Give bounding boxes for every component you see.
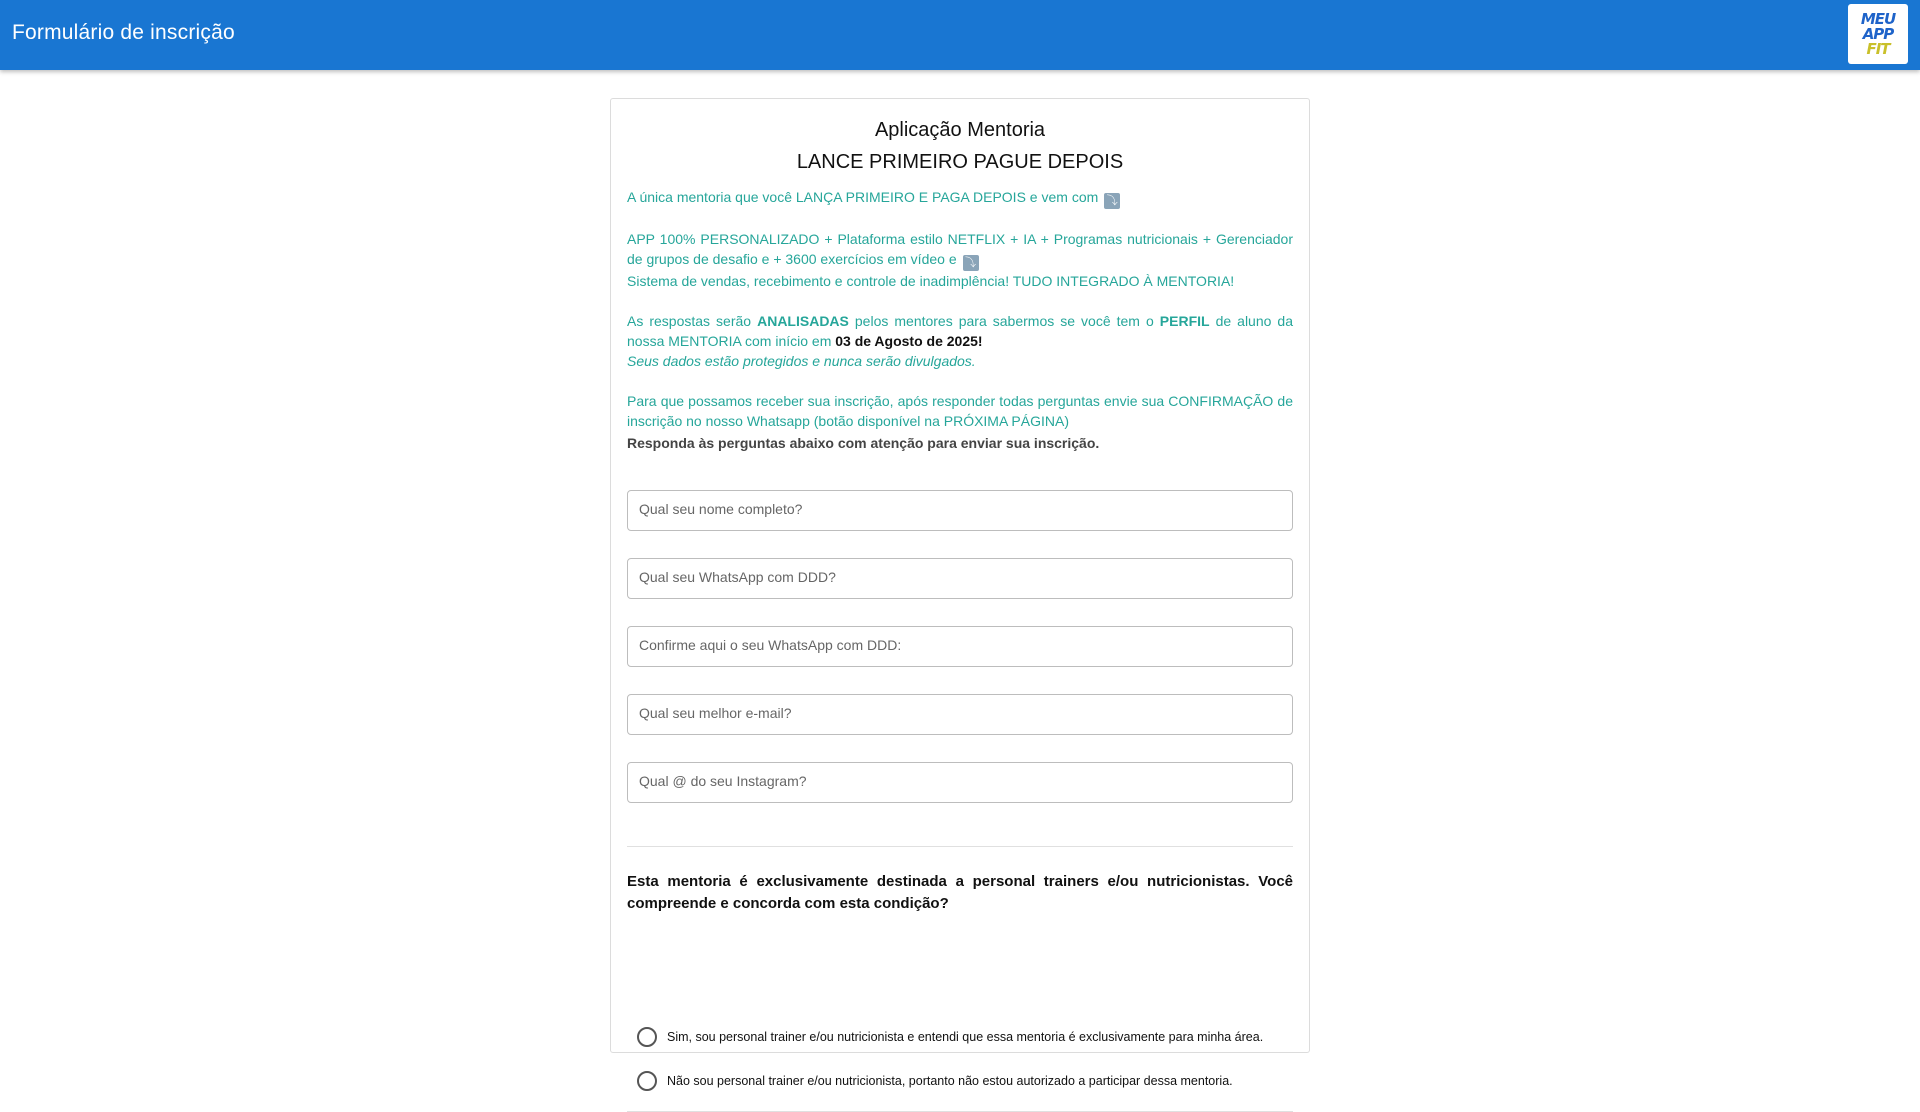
intro-paragraph-3: Sistema de vendas, recebimento e controle de inadimplência! TUDO INTEGRADO À MENTORIA! <box>627 273 1235 289</box>
email-field[interactable] <box>627 694 1293 735</box>
intro-paragraph-6: Para que possamos receber sua inscrição, após responder todas perguntas envie sua CONFIRMAÇÃO de inscrição no nosso Whatsapp (botão disponível na PRÓXIMA PÁGINA) <box>627 393 1293 429</box>
name-field[interactable] <box>627 490 1293 531</box>
intro-paragraph-2: APP 100% PERSONALIZADO + Plataforma estilo NETFLIX + IA + Programas nutricionais + Gerenciador de grupos de desafio e + 3600 exercícios em vídeo e ⤵ <box>627 231 1293 269</box>
arrow-down-emoji-icon: ⤵ <box>963 255 979 271</box>
radio-option-no[interactable] <box>637 1071 1233 1091</box>
whatsapp-field[interactable] <box>627 558 1293 599</box>
form-card <box>610 98 1310 1088</box>
radio-option-label[interactable]: Não sou personal trainer e/ou nutricionista, portanto não estou autorizado a participar dessa mentoria. <box>667 1074 1233 1088</box>
eligibility-question: Esta mentoria é exclusivamente destinada a personal trainers e/ou nutricionistas. Você compreende e concorda com esta condição? <box>627 873 1293 912</box>
logo-text-line2: APP <box>1862 24 1894 43</box>
form-description <box>627 187 1293 431</box>
logo-text-line1: MEU <box>1860 9 1896 28</box>
intro-paragraph-1: A única mentoria que você LANÇA PRIMEIRO E PAGA DEPOIS e vem com ⤵ <box>627 187 1293 209</box>
whatsapp-input[interactable] <box>628 559 1292 598</box>
section-divider <box>627 846 1293 847</box>
form-instructions: Responda às perguntas abaixo com atenção para enviar sua inscrição. <box>627 435 1100 451</box>
whatsapp-confirm-field[interactable] <box>627 626 1293 667</box>
radio-option-label[interactable]: Sim, sou personal trainer e/ou nutricionista e entendi que essa mentoria é exclusivamente para minha área. <box>667 1030 1264 1044</box>
intro-paragraph-4: As respostas serão ANALISADAS pelos mentores para sabermos se você tem o PERFIL de aluno da nossa MENTORIA com início em 03 de Agosto de 2025! <box>627 313 1293 349</box>
whatsapp-confirm-input[interactable] <box>628 627 1292 666</box>
logo-text-line3: FIT <box>1866 39 1890 58</box>
privacy-note: Seus dados estão protegidos e nunca serão divulgados. <box>627 353 976 369</box>
instagram-input[interactable] <box>628 763 1292 802</box>
arrow-down-emoji-icon: ⤵ <box>1104 193 1120 209</box>
name-input[interactable] <box>628 491 1292 530</box>
radio-button-icon[interactable] <box>637 1071 657 1091</box>
radio-button-icon[interactable] <box>637 1027 657 1047</box>
instagram-field[interactable] <box>627 762 1293 803</box>
email-input[interactable] <box>628 695 1292 734</box>
app-logo[interactable] <box>1848 4 1908 64</box>
form-subtitle: LANCE PRIMEIRO PAGUE DEPOIS <box>796 151 1124 173</box>
form-title: Aplicação Mentoria <box>874 119 1046 141</box>
page-title: Formulário de inscrição <box>12 21 235 44</box>
top-app-bar <box>0 0 1920 70</box>
radio-option-yes[interactable] <box>637 1027 1263 1047</box>
